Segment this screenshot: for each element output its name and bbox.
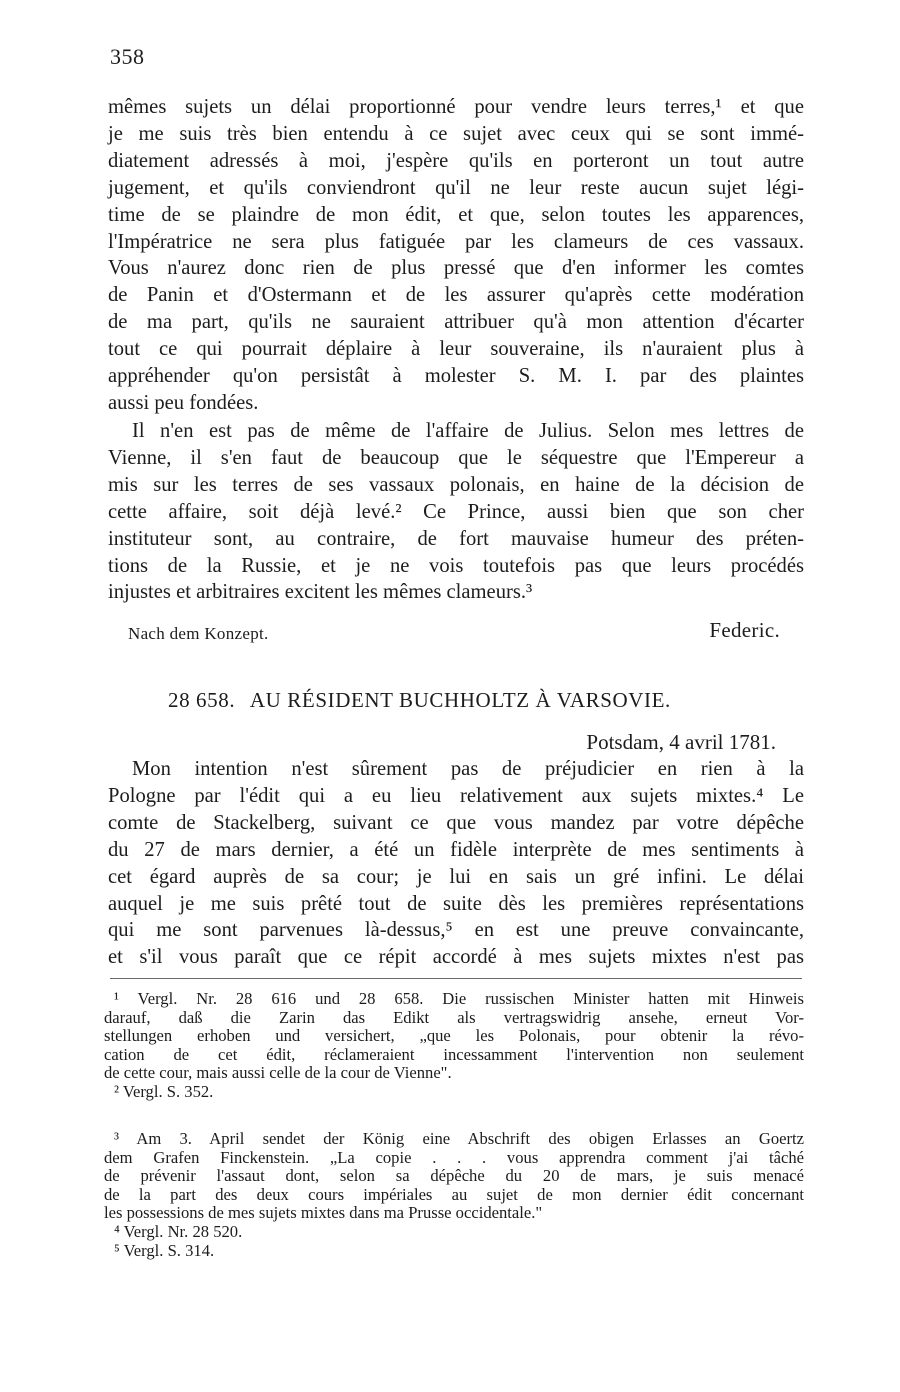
text-line: diatement adressés à moi, j'espère qu'ils en porteront un tout autre (108, 149, 804, 172)
footnote-line: cation de cet édit, réclameraient incessamment l'intervention non seulement (104, 1044, 804, 1064)
page-number: 358 (110, 44, 145, 69)
footnote-line: de cette cour, mais aussi celle de la cour de Vienne". (104, 1063, 452, 1083)
text-line: mêmes sujets un délai proportionné pour vendre leurs terres,¹ et que (108, 96, 804, 118)
footnote-1 (104, 990, 804, 1102)
source-note: Nach dem Konzept. (128, 624, 269, 643)
text-line: tions de la Russie, et je ne vois toutefois pas que leurs procédés (108, 554, 804, 577)
text-line: de ma part, qu'ils ne sauraient attribuer qu'à mon attention d'écarter (108, 311, 804, 334)
text-line: l'Impératrice ne sera plus fatiguée par les clameurs de ces vassaux. (108, 230, 804, 253)
text-line: comte de Stackelberg, suivant ce que vous mandez par votre dépêche (108, 811, 804, 834)
paragraph-3 (108, 756, 804, 971)
footnote-line: de la part des deux cours impériales au sujet de mon dernier édit concernant (104, 1184, 804, 1204)
text-line: Pologne par l'édit qui a eu lieu relativement aux sujets mixtes.⁴ Le (108, 784, 804, 807)
text-line: Il n'en est pas de même de l'affaire de Julius. Selon mes lettres de (132, 420, 804, 442)
text-line: et s'il vous paraît que ce répit accordé à mes sujets mixtes n'est pas (108, 946, 804, 969)
text-line: du 27 de mars dernier, a été un fidèle interprète de mes sentiments à (108, 838, 804, 861)
text-line: Mon intention n'est sûrement pas de préjudicier en rien à la (132, 758, 804, 780)
footnote-3 (104, 1130, 804, 1260)
footnote-divider (110, 978, 802, 979)
footnote-4: ⁴ Vergl. Nr. 28 520. (114, 1221, 243, 1241)
footnote-line: darauf, daß die Zarin das Edikt als vertragswidrig ansehe, erneut Vor- (104, 1007, 804, 1027)
footnote-line: stellungen erhoben und versichert, „que les Polonais, pour obtenir la révo- (104, 1026, 804, 1046)
text-line: je me suis très bien entendu à ce sujet avec ceux qui se sont immé- (108, 122, 804, 145)
footnote-line: dem Grafen Finckenstein. „La copie . . . vous apprendra comment j'ai tâché (104, 1147, 804, 1167)
text-line: time de se plaindre de mon édit, et que, selon toutes les apparences, (108, 203, 804, 226)
footnote-line: ¹ Vergl. Nr. 28 616 und 28 658. Die russischen Minister hatten mit Hinweis (114, 989, 804, 1008)
footnote-line: les possessions de mes sujets mixtes dans ma Prusse occidentale." (104, 1203, 543, 1223)
footnote-2: ² Vergl. S. 352. (114, 1081, 214, 1101)
letter-heading (168, 688, 671, 713)
text-line: cet égard auprès de sa cour; je lui en sais un gré infini. Le délai (108, 865, 804, 888)
text-line: de Panin et d'Ostermann et de les assurer qu'après cette modération (108, 284, 804, 307)
text-line: aussi peu fondées. (108, 391, 259, 414)
text-line: Vienne, il s'en faut de beaucoup que le séquestre que l'Empereur a (108, 446, 804, 469)
paragraph-2 (108, 418, 804, 606)
text-line: appréhender qu'on persistât à molester S. M. I. par des plaintes (108, 365, 804, 388)
text-line: mis sur les terres de ses vassaux polonais, en haine de la décision de (108, 473, 804, 496)
text-line: instituteur sont, au contraire, de fort mauvaise humeur des préten- (108, 527, 804, 550)
letter-closing (128, 618, 788, 648)
text-line: Vous n'aurez donc rien de plus pressé que d'en informer les comtes (108, 257, 804, 280)
text-line: auquel je me suis prêté tout de suite dès les premières représentations (108, 892, 804, 915)
footnote-5: ⁵ Vergl. S. 314. (114, 1240, 215, 1260)
text-line: tout ce qui pourrait déplaire à leur souveraine, ils n'auraient plus à (108, 338, 804, 361)
footnote-line: de prévenir l'assaut dont, selon sa dépêche du 20 de mars, je suis menacé (104, 1166, 804, 1186)
text-line: qui me sont parvenues là-dessus,⁵ en est une preuve convaincante, (108, 919, 804, 942)
letter-title: AU RÉSIDENT BUCHHOLTZ À VARSOVIE. (249, 688, 671, 712)
text-line: cette affaire, soit déjà levé.² Ce Prince, aussi bien que son cher (108, 500, 804, 523)
footnote-line: ³ Am 3. April sendet der König eine Abschrift des obigen Erlasses an Goertz (114, 1129, 804, 1148)
signature: Federic. (709, 618, 780, 642)
letter-number: 28 658. (168, 688, 236, 712)
text-line: injustes et arbitraires excitent les mêmes clameurs.³ (108, 581, 533, 604)
paragraph-1 (108, 94, 804, 417)
text-line: jugement, et qu'ils conviendront qu'il ne leur reste aucun sujet légi- (108, 176, 804, 199)
dateline: Potsdam, 4 avril 1781. (586, 730, 776, 754)
